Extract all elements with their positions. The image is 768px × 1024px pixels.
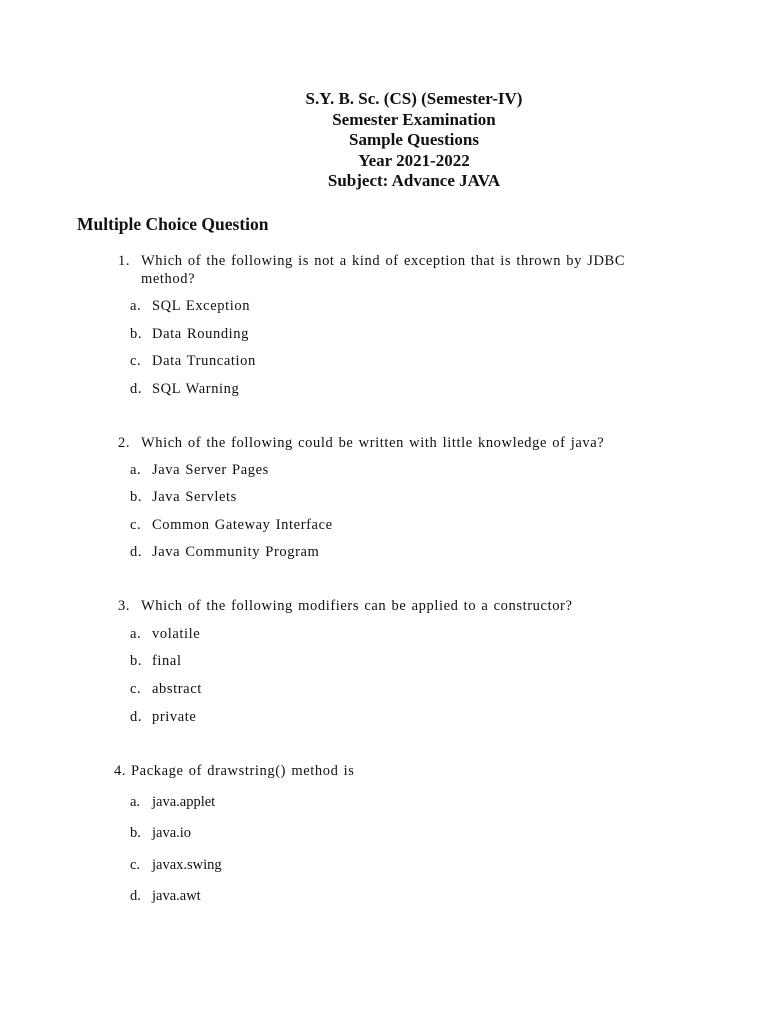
question-3: [118, 597, 638, 617]
option-letter: d.: [130, 888, 141, 904]
question-number: 3.: [118, 598, 131, 614]
course-title: S.Y. B. Sc. (CS) (Semester-IV): [305, 89, 523, 108]
option-letter: a.: [130, 462, 142, 478]
option-text: java.io: [152, 825, 192, 841]
option-letter: c.: [130, 353, 142, 369]
option-text: final: [152, 653, 182, 669]
option-letter: a.: [130, 794, 141, 810]
option-text: SQL Warning: [152, 381, 240, 397]
question-text: Which of the following modifiers can be applied to a constructor?: [141, 598, 573, 614]
option-text: Data Rounding: [152, 326, 249, 342]
option-text: java.applet: [152, 794, 216, 810]
question-text: Which of the following is not a kind of exception that is thrown by JDBC method?: [141, 253, 626, 287]
option-text: javax.swing: [152, 857, 222, 873]
option-letter: b.: [130, 653, 143, 669]
question-1: [118, 252, 638, 292]
option-letter: c.: [130, 857, 141, 873]
option-text: Java Servlets: [152, 489, 237, 505]
question-text: Package of drawstring() method is: [131, 763, 355, 779]
academic-year: Year 2021-2022: [358, 150, 470, 170]
question-number: 2.: [118, 435, 131, 451]
question-number: 4.: [114, 763, 127, 779]
option-text: SQL Exception: [152, 298, 251, 314]
question-number: 1.: [118, 253, 131, 269]
document-header: [0, 89, 768, 192]
option-letter: d.: [130, 544, 143, 560]
option-letter: c.: [130, 517, 142, 533]
option-letter: b.: [130, 489, 143, 505]
section-title: Multiple Choice Question: [77, 214, 269, 234]
option-text: Common Gateway Interface: [152, 517, 333, 533]
option-text: abstract: [152, 681, 202, 697]
question-2: [118, 434, 638, 454]
option-letter: a.: [130, 298, 142, 314]
option-text: java.awt: [152, 888, 201, 904]
question-4: [114, 762, 634, 782]
option-text: volatile: [152, 626, 201, 642]
option-text: Java Community Program: [152, 544, 320, 560]
option-letter: b.: [130, 326, 143, 342]
option-text: Java Server Pages: [152, 462, 269, 478]
paper-type: Sample Questions: [349, 130, 479, 150]
option-letter: d.: [130, 709, 143, 725]
subject-title: Subject: Advance JAVA: [327, 171, 501, 191]
option-letter: a.: [130, 626, 142, 642]
option-letter: d.: [130, 381, 143, 397]
exam-title: Semester Examination: [332, 109, 496, 129]
option-text: Data Truncation: [152, 353, 256, 369]
question-text: Which of the following could be written with little knowledge of java?: [141, 435, 605, 451]
option-letter: c.: [130, 681, 142, 697]
option-letter: b.: [130, 825, 141, 841]
option-text: private: [152, 709, 197, 725]
